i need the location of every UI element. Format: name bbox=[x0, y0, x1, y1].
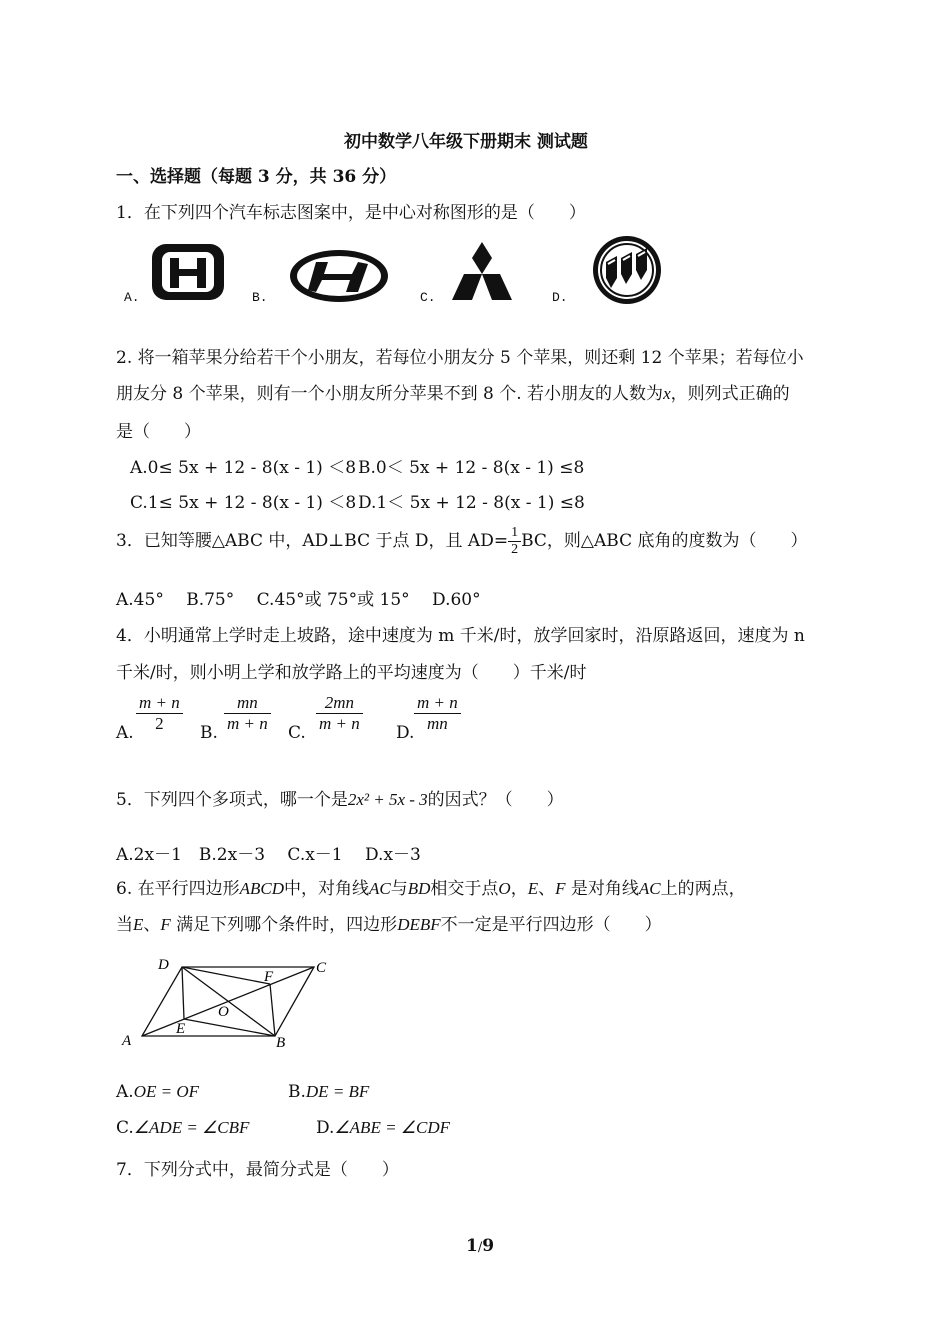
q4-c-num: 2mn bbox=[316, 693, 363, 714]
question-2-line-1: 2. 将一箱苹果分给若干个小朋友，若每位小朋友分 5 个苹果，则还剩 12 个苹果；若每位小 bbox=[116, 348, 804, 368]
q6-option-c bbox=[116, 1118, 249, 1138]
q6-bd: BD bbox=[407, 879, 431, 898]
q4-a-den: 2 bbox=[155, 714, 164, 733]
q4-option-d-fraction bbox=[414, 693, 461, 734]
q6-option-b-label: B. bbox=[288, 1082, 306, 1102]
q6-option-d-label: D. bbox=[316, 1118, 335, 1138]
q4-b-num: mn bbox=[224, 693, 271, 714]
q6-text: 相交于点 bbox=[430, 879, 499, 899]
q3-text-a: 3．已知等腰△ABC 中，AD⊥BC 于点 D，且 AD= bbox=[116, 531, 509, 551]
q6-text: ， bbox=[510, 879, 528, 899]
page-separator: / bbox=[477, 1240, 483, 1255]
q5-text-a: 5．下列四个多项式，哪一个是 bbox=[116, 790, 348, 810]
q6-option-b-expr: DE = BF bbox=[305, 1082, 370, 1101]
mitsubishi-logo-icon bbox=[446, 240, 518, 306]
q1-option-a-label: A. bbox=[124, 290, 140, 305]
question-6-line-1 bbox=[116, 874, 746, 899]
q6-text: 6. 在平行四边形 bbox=[116, 879, 240, 899]
q4-option-c-fraction bbox=[316, 693, 363, 734]
q5-text-b: 的因式？（ ） bbox=[427, 790, 564, 810]
q4-option-b-label: B. bbox=[200, 723, 218, 743]
question-6-line-2 bbox=[116, 910, 662, 935]
q6-text: 不一定是平行四边形（ ） bbox=[440, 915, 662, 935]
q2-option-a: A.0≤ 5x + 12 - 8(x - 1) ＜8 bbox=[130, 458, 357, 478]
q3-frac-num: 1 bbox=[508, 525, 521, 542]
q6-option-a-expr: OE = OF bbox=[133, 1082, 199, 1101]
q4-b-den: m + n bbox=[227, 714, 268, 733]
q6-option-d-expr: ∠ABE = ∠CDF bbox=[334, 1118, 451, 1137]
q4-option-a-label: A. bbox=[116, 723, 134, 743]
q4-option-c-label: C. bbox=[288, 723, 306, 743]
q6-e: E bbox=[133, 915, 144, 934]
q6-debf: DEBF bbox=[397, 915, 441, 934]
q6-text: 上的两点， bbox=[660, 879, 746, 899]
q6-text: 中，对角线 bbox=[284, 879, 370, 899]
parallelogram-figure bbox=[110, 950, 340, 1054]
question-2-line-3: 是（ ） bbox=[116, 422, 201, 442]
q1-option-d-label: D. bbox=[552, 290, 568, 305]
q6-text: 与 bbox=[390, 879, 408, 899]
q6-e: E bbox=[527, 879, 539, 898]
fig-label-c: C bbox=[316, 960, 327, 976]
q6-option-a-label: A. bbox=[116, 1082, 134, 1102]
q5-expression: 2x² + 5x - 3 bbox=[347, 790, 428, 809]
q4-option-b-fraction bbox=[224, 693, 271, 734]
q2-option-b: B.0＜ 5x + 12 - 8(x - 1) ≤8 bbox=[358, 458, 585, 478]
q6-option-b bbox=[288, 1082, 369, 1102]
q6-option-a bbox=[116, 1082, 199, 1102]
q4-d-num: m + n bbox=[414, 693, 461, 714]
fig-label-f: F bbox=[264, 969, 274, 985]
question-4-line-1: 4．小明通常上学时走上坡路，途中速度为 m 千米/时，放学回家时，沿原路返回，速度为 n bbox=[116, 626, 805, 646]
fig-label-o: O bbox=[218, 1004, 229, 1020]
q4-c-den: m + n bbox=[319, 714, 360, 733]
q6-option-c-label: C. bbox=[116, 1118, 134, 1138]
fig-label-a: A bbox=[122, 1033, 132, 1049]
question-7-text: 7．下列分式中，最简分式是（ ） bbox=[116, 1160, 399, 1180]
q3-options: A.45° B.75° C.45°或 75°或 15° D.60° bbox=[116, 590, 481, 610]
q4-option-a-fraction bbox=[136, 693, 183, 734]
q6-text: 、 bbox=[143, 915, 161, 935]
q6-f: F bbox=[555, 879, 566, 898]
honda-logo-icon bbox=[150, 240, 226, 304]
q6-option-c-expr: ∠ADE = ∠CBF bbox=[133, 1118, 250, 1137]
q3-text-b: BC，则△ABC 底角的度数为（ ） bbox=[521, 531, 808, 551]
hyundai-logo-icon bbox=[288, 248, 390, 304]
q1-option-c-label: C. bbox=[420, 290, 436, 305]
q2-variable: x bbox=[663, 384, 671, 403]
question-4-line-2: 千米/时，则小明上学和放学路上的平均速度为（ ）千米/时 bbox=[116, 663, 587, 683]
q6-text: 、 bbox=[538, 879, 556, 899]
q4-option-d-label: D. bbox=[396, 723, 415, 743]
page-current: 1 bbox=[466, 1236, 478, 1256]
fig-label-d: D bbox=[158, 957, 169, 973]
q5-options: A.2x－1 B.2x－3 C.x－1 D.x－3 bbox=[116, 845, 421, 865]
q6-option-d bbox=[316, 1118, 450, 1138]
q6-text: 当 bbox=[116, 915, 133, 935]
q6-ac: AC bbox=[638, 879, 661, 898]
q6-f: F bbox=[160, 915, 171, 934]
question-3-text bbox=[116, 525, 807, 558]
q2-option-c: C.1≤ 5x + 12 - 8(x - 1) ＜8 bbox=[130, 493, 357, 513]
q4-a-num: m + n bbox=[136, 693, 183, 714]
page-total: 9 bbox=[482, 1236, 495, 1256]
q2-line2-part-a: 朋友分 8 个苹果，则有一个小朋友所分苹果不到 8 个. 若小朋友的人数为 bbox=[116, 384, 664, 404]
q6-text: 是对角线 bbox=[565, 879, 639, 899]
q6-text: 满足下列哪个条件时，四边形 bbox=[170, 915, 398, 935]
q6-o: O bbox=[498, 879, 511, 898]
q2-option-d: D.1＜ 5x + 12 - 8(x - 1) ≤8 bbox=[358, 493, 585, 513]
q6-abcd: ABCD bbox=[239, 879, 285, 898]
question-2-line-2 bbox=[116, 379, 790, 404]
q4-d-den: mn bbox=[426, 714, 448, 733]
q2-line2-part-b: ，则列式正确的 bbox=[670, 384, 790, 404]
q3-fraction bbox=[508, 525, 521, 558]
fig-label-b: B bbox=[276, 1035, 286, 1051]
question-5-text bbox=[116, 785, 564, 810]
page-number bbox=[466, 1236, 494, 1256]
fig-label-e: E bbox=[176, 1021, 186, 1037]
question-1-text: 1．在下列四个汽车标志图案中，是中心对称图形的是（ ） bbox=[116, 203, 586, 223]
section-heading: 一、选择题（每题 3 分，共 36 分） bbox=[116, 167, 397, 187]
q1-option-b-label: B. bbox=[252, 290, 268, 305]
buick-logo-icon bbox=[590, 234, 664, 306]
page-title: 初中数学八年级下册期末 测试题 bbox=[344, 132, 588, 152]
q3-frac-den: 2 bbox=[511, 542, 519, 557]
q6-ac: AC bbox=[369, 879, 391, 898]
